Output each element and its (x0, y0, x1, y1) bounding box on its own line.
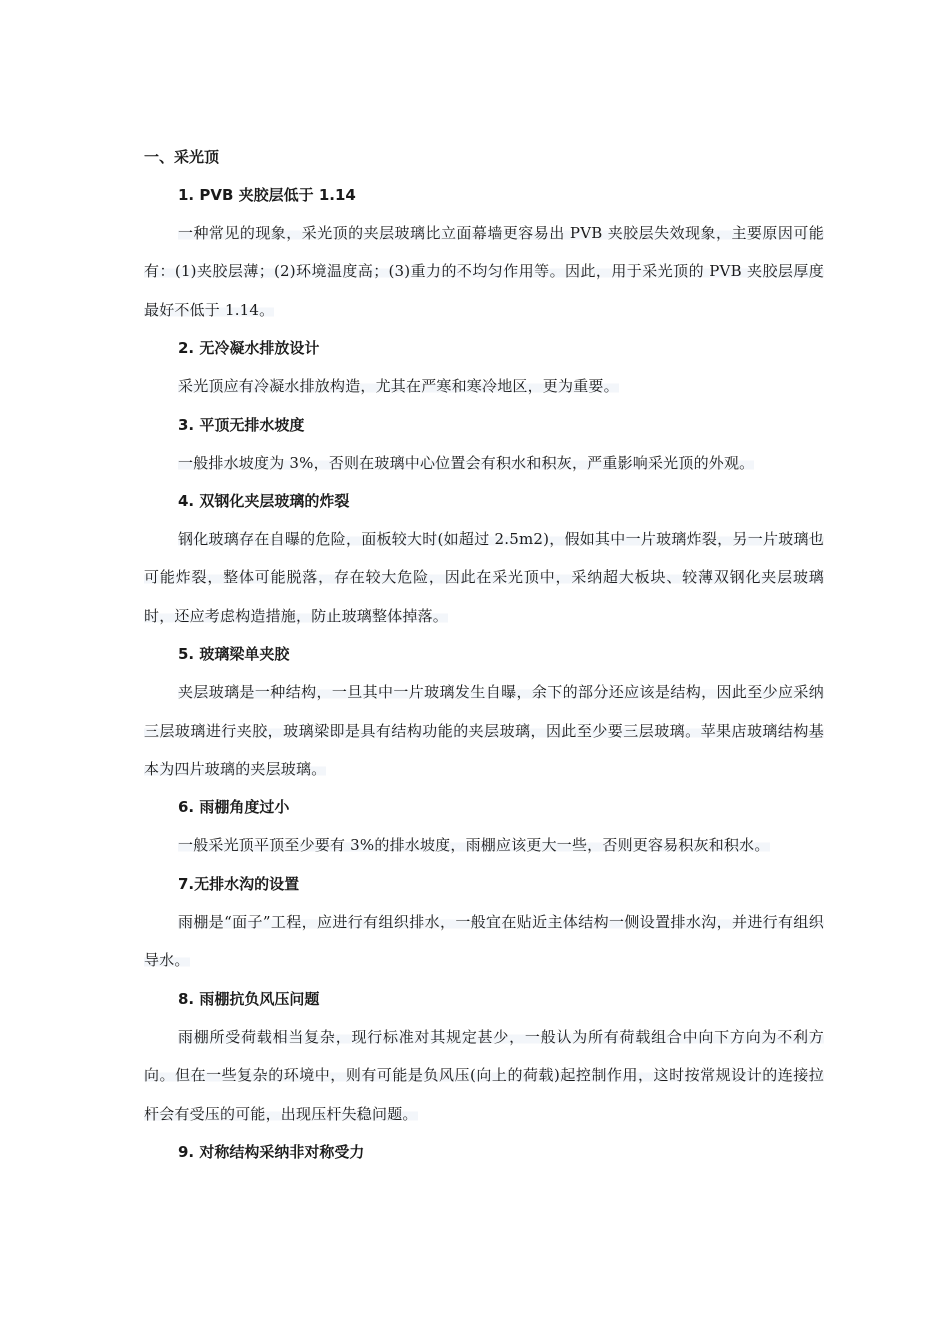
item-body-2 (144, 367, 824, 405)
item-body-4 (144, 520, 824, 635)
item-body-8 (144, 1018, 824, 1133)
item-heading-1: 1. PVB 夹胶层低于 1.14 (178, 186, 356, 204)
item-heading-2: 2. 无冷凝水排放设计 (178, 339, 320, 358)
item-body-6-text: 一般采光顶平顶至少要有 3%的排水坡度，雨棚应该更大一些，否则更容易积灰和积水。 (178, 836, 770, 855)
item-heading-4: 4. 双钢化夹层玻璃的炸裂 (178, 492, 350, 511)
item-heading-6: 6. 雨棚角度过小 (178, 798, 290, 817)
item-body-4-text: 钢化玻璃存在自曝的危险，面板较大时(如超过 2.5m2)，假如其中一片玻璃炸裂，另一片玻璃也可能炸裂，整体可能脱落，存在较大危险，因此在采光顶中，采纳超大板块、较薄双钢化夹层玻璃时，还应考虑构造措施，防止玻璃整体掉落。 (144, 530, 824, 625)
item-body-7 (144, 903, 824, 980)
document-content (144, 138, 824, 1171)
section-title: 一、采光顶 (144, 148, 220, 166)
item-heading-7: 7.无排水沟的设置 (178, 874, 300, 893)
item-body-7-text: 雨棚是“面子”工程，应进行有组织排水，一般宜在贴近主体结构一侧设置排水沟，并进行有组织导水。 (144, 912, 824, 970)
item-heading-8: 8. 雨棚抗负风压问题 (178, 989, 320, 1008)
item-heading-5: 5. 玻璃梁单夹胶 (178, 645, 290, 664)
item-body-5-text: 夹层玻璃是一种结构，一旦其中一片玻璃发生自曝，余下的部分还应该是结构，因此至少应采纳三层玻璃进行夹胶，玻璃梁即是具有结构功能的夹层玻璃，因此至少要三层玻璃。苹果店玻璃结构基本为四片玻璃的夹层玻璃。 (144, 683, 824, 779)
item-body-1-text: 一种常见的现象，采光顶的夹层玻璃比立面幕墙更容易出 PVB 夹胶层失效现象，主要原因可能有：(1)夹胶层薄；(2)环境温度高；(3)重力的不均匀作用等。因此，用于采光顶的 PVB 夹胶层厚度最好不低于 1.14。 (144, 224, 824, 319)
item-body-6 (144, 826, 824, 864)
item-body-3 (144, 444, 824, 482)
item-heading-3: 3. 平顶无排水坡度 (178, 415, 305, 434)
item-body-2-text: 采光顶应有冷凝水排放构造，尤其在严寒和寒冷地区，更为重要。 (178, 377, 619, 396)
item-body-3-text: 一般排水坡度为 3%，否则在玻璃中心位置会有积水和积灰，严重影响采光顶的外观。 (178, 453, 755, 472)
item-body-1 (144, 214, 824, 329)
item-body-5 (144, 673, 824, 788)
item-heading-9: 9. 对称结构采纳非对称受力 (178, 1142, 365, 1161)
item-body-8-text: 雨棚所受荷载相当复杂，现行标准对其规定甚少，一般认为所有荷载组合中向下方向为不利方向。但在一些复杂的环境中，则有可能是负风压(向上的荷载)起控制作用，这时按常规设计的连接拉杆会有受压的可能，出现压杆失稳问题。 (144, 1027, 824, 1123)
